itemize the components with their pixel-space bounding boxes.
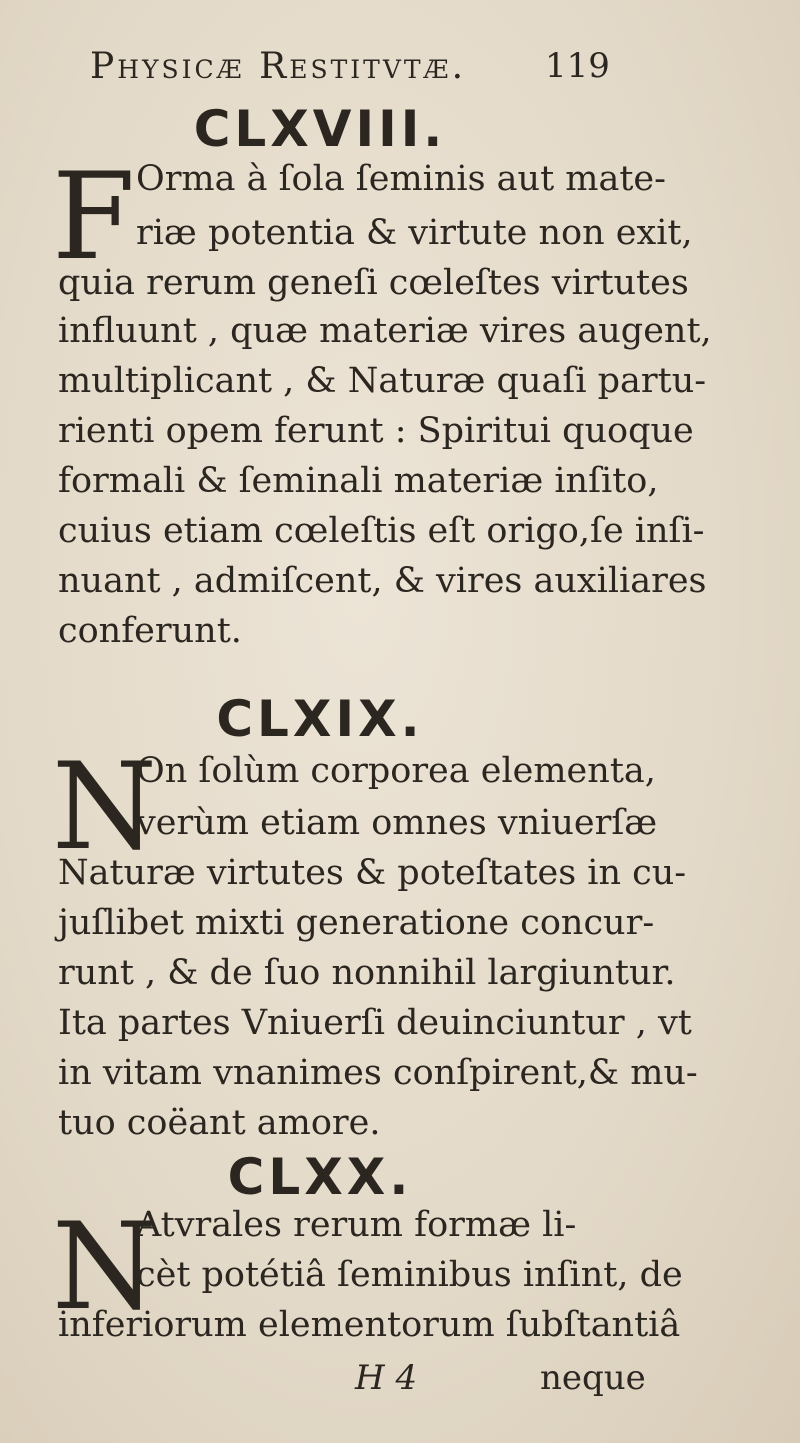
text-line: quia rerum geneſi cœleſtes virtutes — [58, 263, 689, 303]
text-line: juſlibet mixti generatione concur- — [58, 903, 655, 943]
text-line: Atvrales rerum formæ li- — [136, 1205, 577, 1245]
section-heading-clxx: CLXX. — [227, 1148, 413, 1206]
text-line: tuo coëant amore. — [58, 1103, 381, 1143]
text-line: rienti opem ferunt : Spiritui quoque — [58, 411, 694, 451]
text-line: runt , & de ſuo nonnihil largiuntur. — [58, 953, 676, 993]
text-line: formali & ſeminali materiæ inſito, — [58, 461, 659, 501]
drop-cap: N — [52, 1198, 157, 1337]
text-line: Ita partes Vniuerſi deuinciuntur , vt — [58, 1003, 692, 1043]
text-line: multiplicant , & Naturæ quaſi partu- — [58, 361, 707, 401]
catchword: neque — [540, 1358, 646, 1398]
page-number: 119 — [545, 46, 610, 86]
running-head: Physicæ Restitvtæ. — [90, 46, 467, 87]
page-footer — [0, 1358, 800, 1398]
text-line: verùm etiam omnes vniuerſæ — [136, 803, 658, 843]
text-line: influunt , quæ materiæ vires augent, — [58, 311, 712, 351]
page-header — [0, 38, 800, 88]
text-line: cuius etiam cœleſtis eſt origo,ſe inſi- — [58, 511, 705, 551]
signature-mark: H 4 — [355, 1358, 418, 1398]
text-line: conferunt. — [58, 611, 242, 651]
text-line: in vitam vnanimes conſpirent,& mu- — [58, 1053, 698, 1093]
drop-cap: F — [52, 148, 136, 287]
text-line: On ſolùm corporea elementa, — [136, 751, 656, 791]
drop-cap: N — [52, 738, 157, 877]
text-line: riæ potentia & virtute non exit, — [136, 213, 693, 253]
text-line: Orma à ſola ſeminis aut mate- — [136, 159, 666, 199]
text-line: Naturæ virtutes & poteſtates in cu- — [58, 853, 687, 893]
text-line: nuant , admiſcent, & vires auxiliares — [58, 561, 707, 601]
section-heading-clxix: CLXIX. — [216, 690, 424, 748]
section-heading-clxviii: CLXVIII. — [193, 100, 447, 158]
text-line: inferiorum elementorum ſubſtantiâ — [58, 1305, 681, 1345]
text-line: cèt potétiâ ſeminibus inſint, de — [136, 1255, 683, 1295]
